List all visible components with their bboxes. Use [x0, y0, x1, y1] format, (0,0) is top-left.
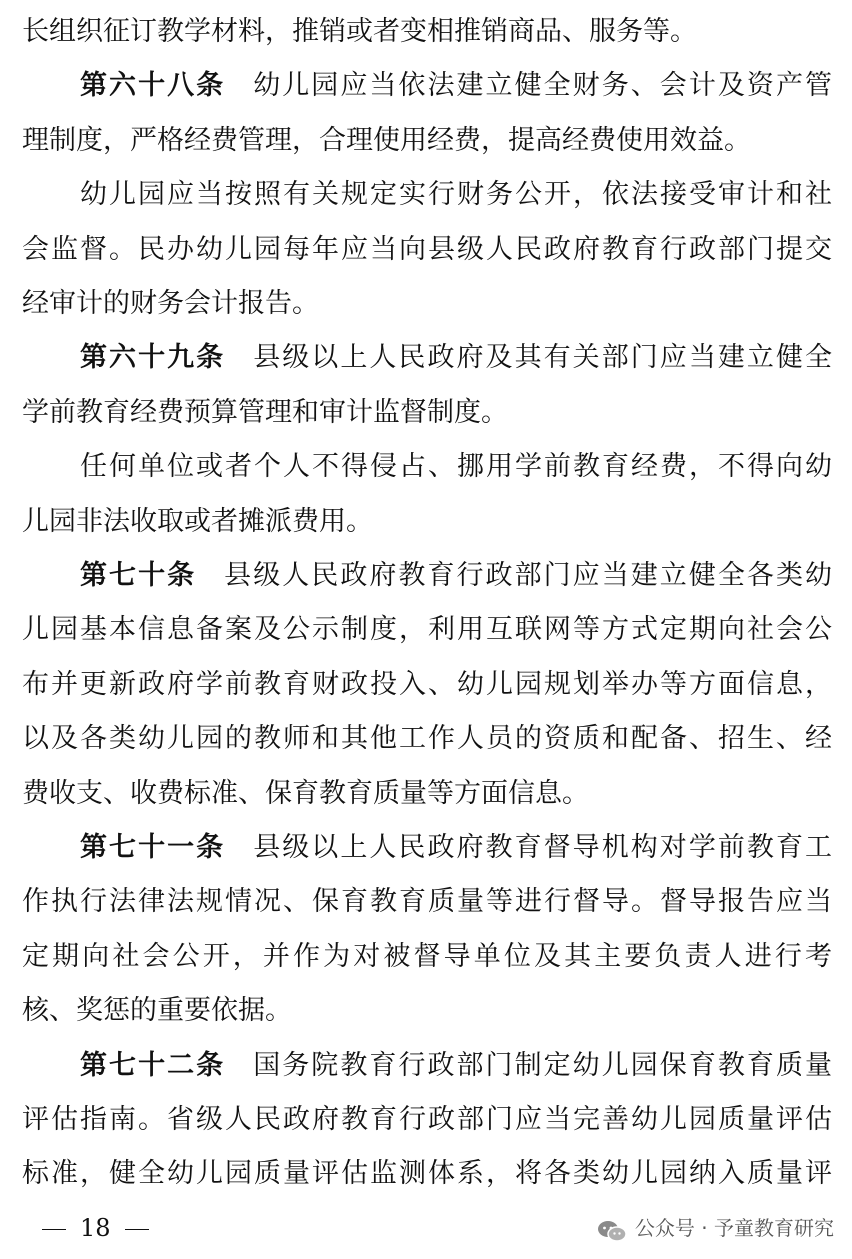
text-line	[22, 1100, 832, 1140]
text-line	[80, 447, 832, 487]
dash-left	[42, 1229, 66, 1230]
line-text: 评估指南。省级人民政府教育行政部门应当完善幼儿园质量评估	[22, 1104, 832, 1135]
text-line	[22, 12, 832, 52]
article-heading: 第六十八条	[80, 70, 226, 102]
article-line	[80, 338, 832, 378]
line-text: 布并更新政府学前教育财政投入、幼儿园规划举办等方面信息，	[22, 668, 832, 700]
text-line	[22, 121, 832, 161]
text-line	[22, 230, 832, 270]
line-text: 费收支、收费标准、保育教育质量等方面信息。	[22, 777, 589, 809]
text-line	[22, 610, 832, 650]
text-line	[22, 1154, 832, 1194]
line-text: 儿园非法收取或者摊派费用。	[22, 505, 373, 537]
line-text: 定期向社会公开，并作为对被督导单位及其主要负责人进行考	[22, 940, 832, 972]
watermark	[597, 1208, 834, 1248]
article-heading: 第七十条	[80, 560, 197, 591]
article-line	[80, 828, 832, 868]
article-line	[80, 1046, 832, 1086]
line-text: 儿园基本信息备案及公示制度，利用互联网等方式定期向社会公	[22, 614, 832, 646]
line-text: 任何单位或者个人不得侵占、挪用学前教育经费，不得向幼	[80, 451, 832, 483]
dash-right	[125, 1229, 149, 1230]
article-heading: 第七十一条	[80, 832, 226, 863]
article-line	[80, 66, 832, 106]
article-heading: 第六十九条	[80, 342, 226, 374]
line-text: 幼儿园应当依法建立健全财务、会计及资产管	[253, 70, 832, 102]
line-text: 作执行法律法规情况、保育教育质量等进行督导。督导报告应当	[22, 886, 832, 918]
text-line	[22, 393, 832, 433]
line-text: 经审计的财务会计报告。	[22, 288, 319, 319]
text-line	[22, 937, 832, 977]
text-line	[22, 991, 832, 1031]
text-line	[22, 284, 832, 324]
article-line	[80, 556, 832, 596]
line-text: 会监督。民办幼儿园每年应当向县级人民政府教育行政部门提交	[22, 233, 832, 265]
line-text: 幼儿园应当按照有关规定实行财务公开，依法接受审计和社	[80, 179, 832, 211]
line-text: 学前教育经费预算管理和审计监督制度。	[22, 396, 508, 428]
text-line	[80, 175, 832, 215]
text-line	[22, 719, 832, 759]
text-line	[22, 882, 832, 922]
line-text: 国务院教育行政部门制定幼儿园保育教育质量	[253, 1049, 832, 1081]
line-text: 县级以上人民政府教育督导机构对学前教育工	[253, 832, 832, 863]
page-number	[28, 1208, 163, 1248]
line-text: 长组织征订教学材料，推销或者变相推销商品、服务等。	[22, 16, 697, 47]
line-text: 理制度，严格经费管理，合理使用经费，提高经费使用效益。	[22, 124, 751, 156]
text-line	[22, 502, 832, 542]
text-line	[22, 774, 832, 814]
line-text: 核、奖惩的重要依据。	[22, 995, 292, 1027]
text-line	[22, 665, 832, 705]
line-text: 以及各类幼儿园的教师和其他工作人员的资质和配备、招生、经	[22, 723, 832, 755]
line-text: 县级人民政府教育行政部门应当建立健全各类幼	[224, 560, 832, 591]
wechat-icon	[597, 1216, 627, 1240]
article-heading: 第七十二条	[80, 1049, 226, 1081]
line-text: 标准，健全幼儿园质量评估监测体系，将各类幼儿园纳入质量评	[22, 1158, 832, 1190]
page-number-text: 18	[80, 1214, 111, 1242]
line-text: 县级以上人民政府及其有关部门应当建立健全	[253, 342, 832, 374]
watermark-text: 公众号 · 予童教育研究	[634, 1216, 834, 1240]
